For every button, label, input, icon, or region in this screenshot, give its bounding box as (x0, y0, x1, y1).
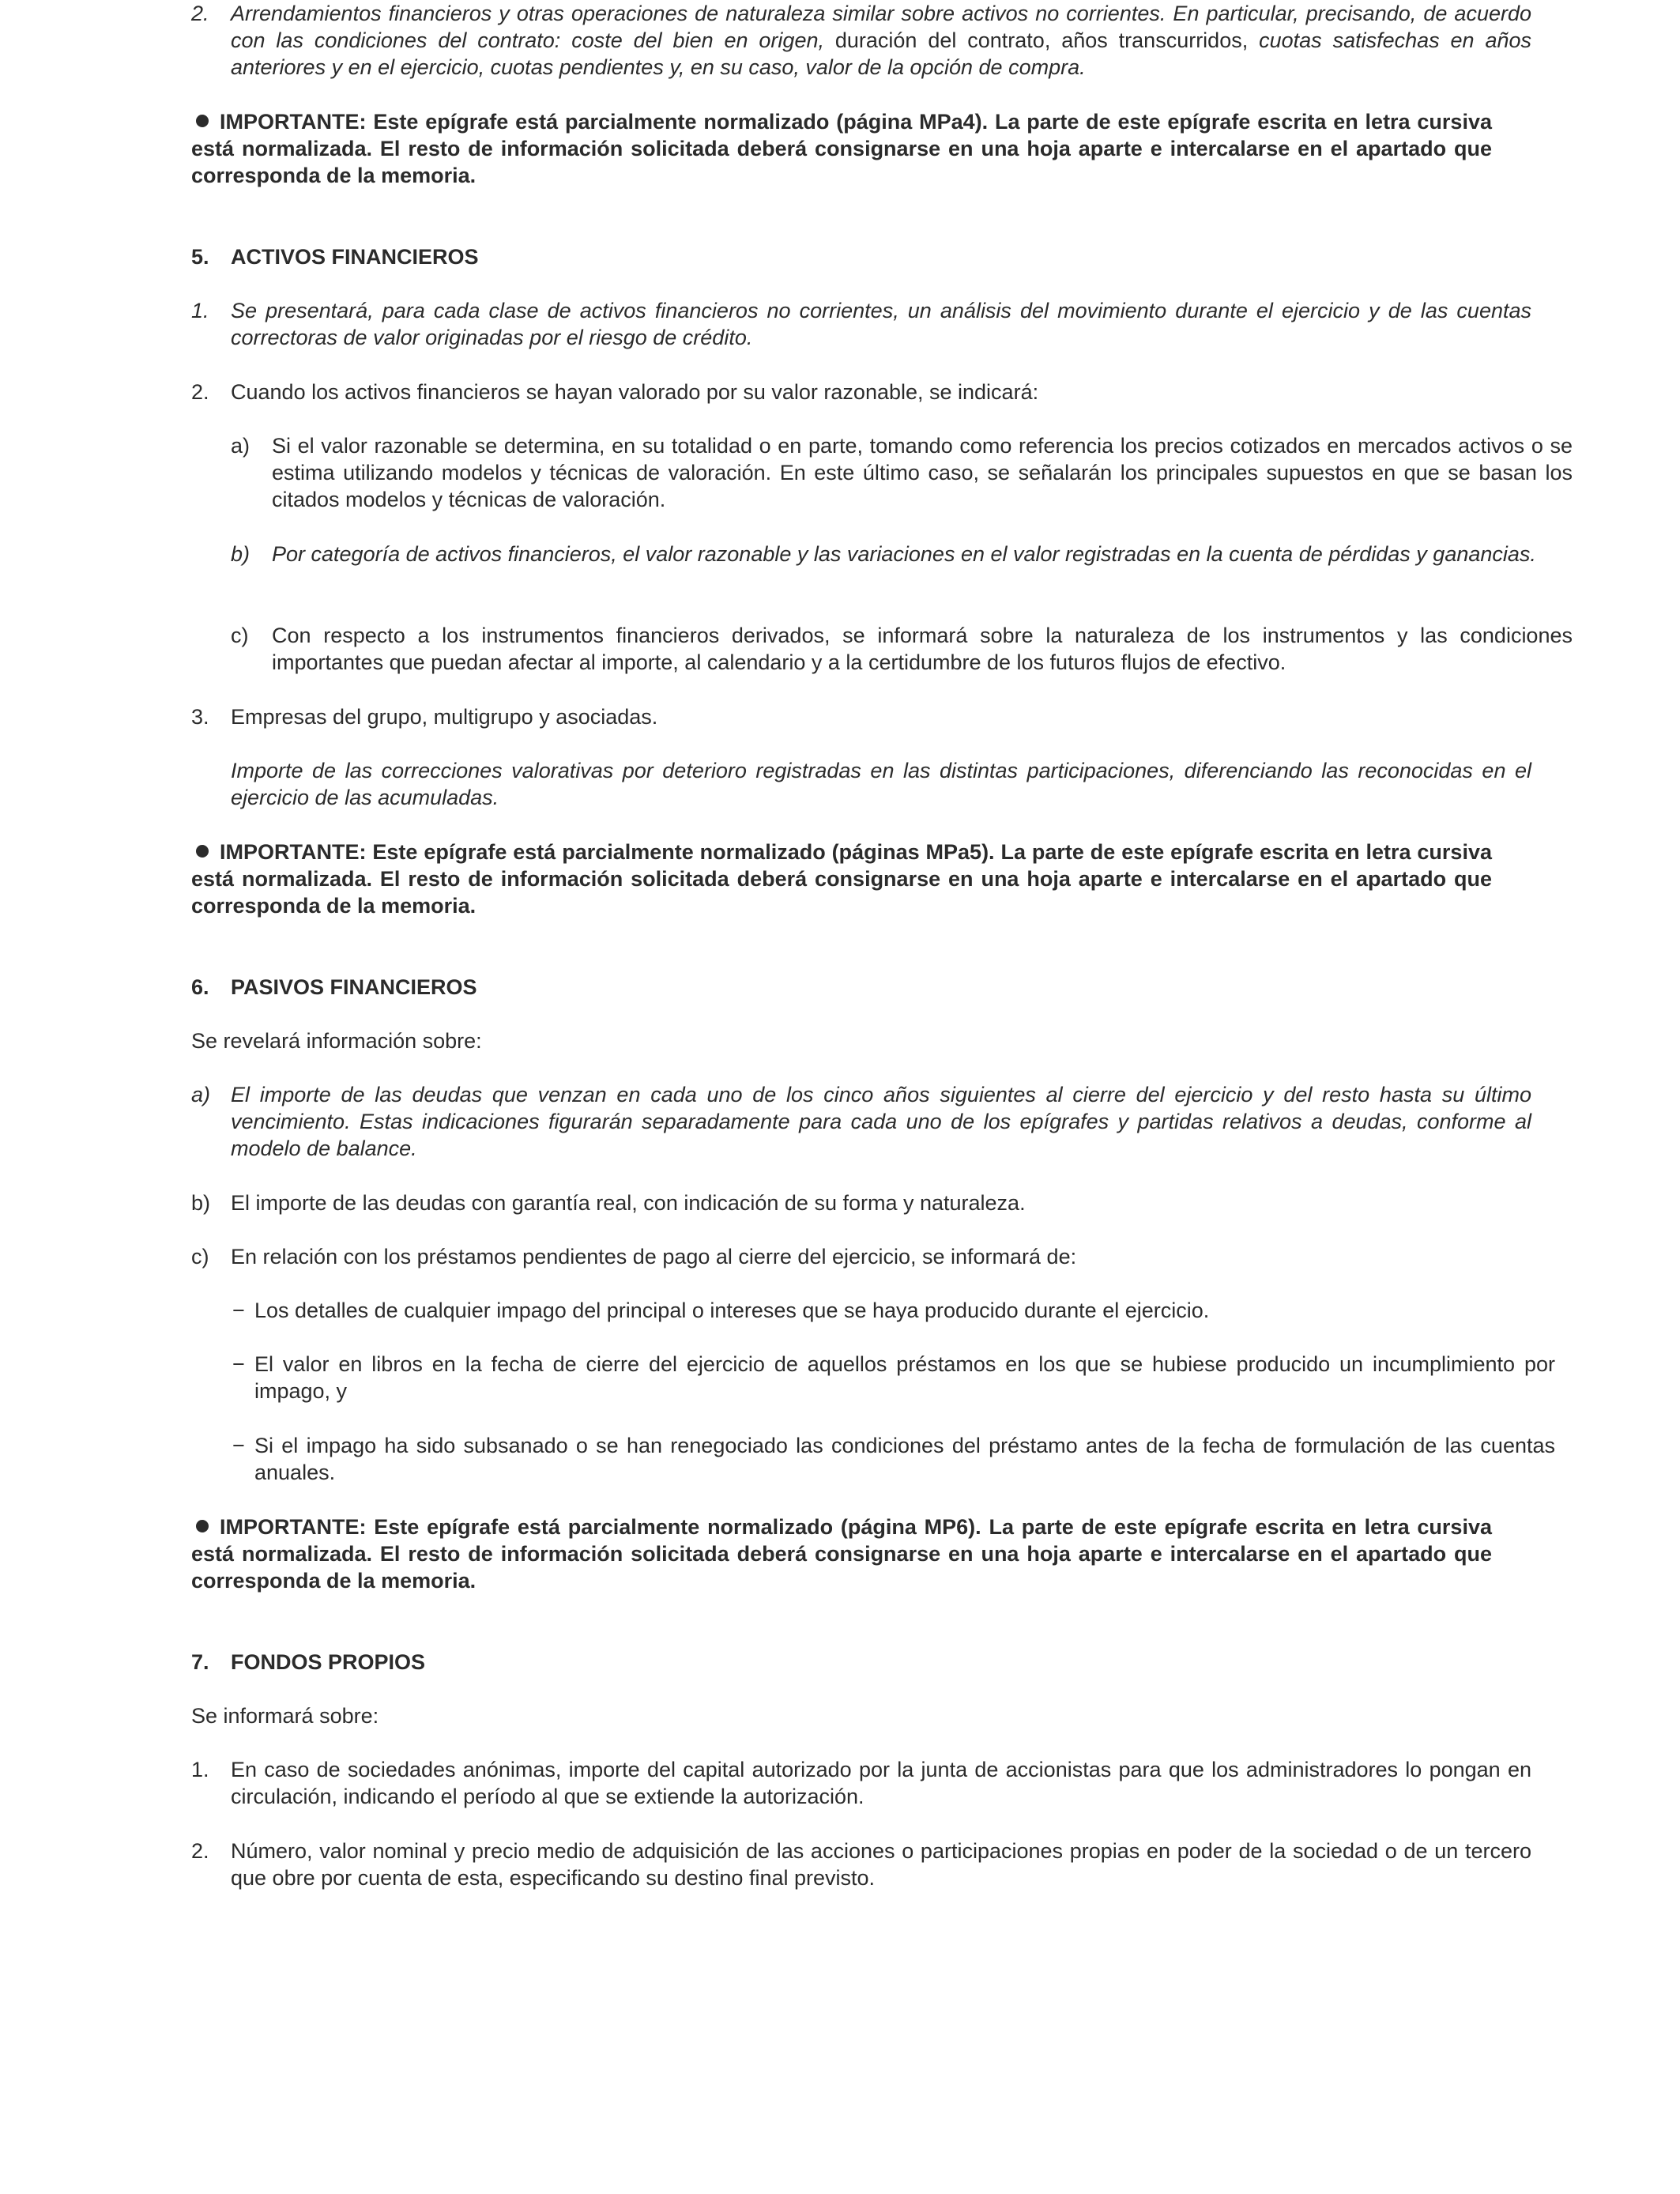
item-text: Empresas del grupo, multigrupo y asociadas. (231, 705, 658, 729)
item-label: a) (191, 1083, 211, 1106)
dash-mark: − (232, 1299, 245, 1322)
item-text: En caso de sociedades anónimas, importe del capital autorizado por la junta de accionistas para que los administradores lo pongan en circulación, indicando el período al que se extiende la autorización. (231, 1758, 1531, 1808)
item-text-italic-1: Arrendamientos financieros y otras operaciones de naturaleza similar sobre activos no corrientes. En particular, precisando, de acuerdo con las condiciones del contrato: coste del bien en origen, (231, 2, 1531, 52)
item-label: c) (191, 1245, 209, 1269)
activos-item-1 (191, 297, 1531, 351)
activos-item-2b (191, 541, 1573, 567)
section-heading-fondos-propios (191, 1649, 1492, 1676)
item-text: En relación con los préstamos pendientes de pago al cierre del ejercicio, se informará de: (231, 1245, 1077, 1269)
item-text-plain: duración del contrato, años transcurridos, (823, 28, 1260, 52)
fondos-item-1 (191, 1756, 1531, 1810)
item-text: Si el valor razonable se determina, en su totalidad o en parte, tomando como referencia los precios cotizados en mercados activos o se estima utilizando modelos y técnicas de valoración. En este último caso, se señalarán los principales supuestos en que se basan los citados modelos y técnicas de valoración. (272, 434, 1573, 511)
section-title: PASIVOS FINANCIEROS (231, 975, 477, 999)
item-number: 2. (191, 2, 209, 25)
item-text: Se presentará, para cada clase de activos financieros no corrientes, un análisis del movimiento durante el ejercicio y de las cuentas correctoras de valor originadas por el riesgo de crédito. (231, 299, 1531, 349)
item-number: 3. (191, 705, 209, 729)
pasivos-dash-item-3 (191, 1432, 1555, 1486)
section-number: 5. (191, 245, 209, 269)
note-text: IMPORTANTE: Este epígrafe está parcialmente normalizado (páginas MPa5). La parte de este epígrafe escrita en letra cursiva está normalizada. El resto de información solicitada deberá consignarse en una hoja aparte e intercalarse en el apartado que corresponda de la memoria. (191, 840, 1492, 918)
item-text: Por categoría de activos financieros, el valor razonable y las variaciones en el valor registradas en la cuenta de pérdidas y ganancias. (272, 542, 1536, 566)
item-number: 2. (191, 380, 209, 404)
pasivos-intro: Se revelará información sobre: (191, 1029, 482, 1053)
item-number: 2. (191, 1839, 209, 1863)
item-text: Con respecto a los instrumentos financieros derivados, se informará sobre la naturaleza de los instrumentos y las condiciones importantes que puedan afectar al importe, al calendario y a la certidumbre de los futuros flujos de efectivo. (272, 624, 1573, 674)
note-text: IMPORTANTE: Este epígrafe está parcialmente normalizado (página MPa4). La parte de este epígrafe escrita en letra cursiva está normalizada. El resto de información solicitada deberá consignarse en una hoja aparte e intercalarse en el apartado que corresponda de la memoria. (191, 110, 1492, 187)
bullet-icon (196, 845, 209, 858)
item-text: El valor en libros en la fecha de cierre del ejercicio de aquellos préstamos en los que se hubiese producido un incumplimiento por impago, y (254, 1352, 1555, 1403)
activos-item-2c (191, 622, 1573, 676)
arrendamientos-item (191, 0, 1531, 81)
importante-note-mp6 (191, 1514, 1492, 1594)
activos-item-3 (191, 703, 1531, 730)
importante-note-mpa4 (191, 108, 1492, 189)
pasivos-dash-item-2 (191, 1351, 1555, 1404)
note-text: IMPORTANTE: Este epígrafe está parcialmente normalizado (página MP6). La parte de este epígrafe escrita en letra cursiva está normalizada. El resto de información solicitada deberá consignarse en una hoja aparte e intercalarse en el apartado que corresponda de la memoria. (191, 1515, 1492, 1593)
section-number: 6. (191, 975, 209, 999)
fondos-intro: Se informará sobre: (191, 1704, 379, 1728)
pasivos-item-b (191, 1189, 1531, 1216)
activos-item-2 (191, 379, 1531, 405)
activos-item-2a (191, 432, 1573, 513)
item-text: Los detalles de cualquier impago del principal o intereses que se haya producido durante el ejercicio. (254, 1299, 1210, 1322)
item-label: b) (191, 1191, 211, 1215)
bullet-icon (196, 115, 209, 127)
pasivos-dash-item-1 (191, 1297, 1555, 1324)
pasivos-item-c (191, 1243, 1531, 1270)
bullet-icon (196, 1520, 209, 1532)
item-number: 1. (191, 299, 209, 322)
item-number: 1. (191, 1758, 209, 1781)
item-text: Si el impago ha sido subsanado o se han renegociado las condiciones del préstamo antes de la fecha de formulación de las cuentas anuales. (254, 1434, 1555, 1484)
fondos-item-2 (191, 1838, 1531, 1891)
item-label: b) (231, 542, 250, 566)
item-text: Número, valor nominal y precio medio de adquisición de las acciones o participaciones propias en poder de la sociedad o de un tercero que obre por cuenta de esta, especificando su destino final previsto. (231, 1839, 1531, 1890)
item-label: a) (231, 434, 250, 458)
pasivos-item-a (191, 1081, 1531, 1162)
activos-item-3-detail: Importe de las correcciones valorativas por deterioro registradas en las distintas participaciones, diferenciando las reconocidas en el ejercicio de las acumuladas. (231, 759, 1531, 809)
item-text: El importe de las deudas que venzan en cada uno de los cinco años siguientes al cierre del ejercicio y del resto hasta su último vencimiento. Estas indicaciones figurarán separadamente para cada uno de los epígrafes y partidas relativos a deudas, conforme al modelo de balance. (231, 1083, 1531, 1160)
document-page (191, 0, 1573, 2194)
dash-mark: − (232, 1352, 245, 1376)
importante-note-mpa5 (191, 839, 1492, 919)
item-text-italic-2: cuotas satisfechas en años anteriores y en el ejercicio, cuotas pendientes y, en su caso, valor de la opción de compra. (231, 28, 1532, 79)
section-heading-pasivos-financieros (191, 974, 1492, 1001)
dash-mark: − (232, 1434, 245, 1457)
section-number: 7. (191, 1650, 209, 1674)
section-title: FONDOS PROPIOS (231, 1650, 426, 1674)
item-text: El importe de las deudas con garantía real, con indicación de su forma y naturaleza. (231, 1191, 1026, 1215)
item-text: Cuando los activos financieros se hayan valorado por su valor razonable, se indicará: (231, 380, 1039, 404)
section-heading-activos-financieros (191, 243, 1492, 270)
section-title: ACTIVOS FINANCIEROS (231, 245, 479, 269)
item-label: c) (231, 624, 249, 647)
